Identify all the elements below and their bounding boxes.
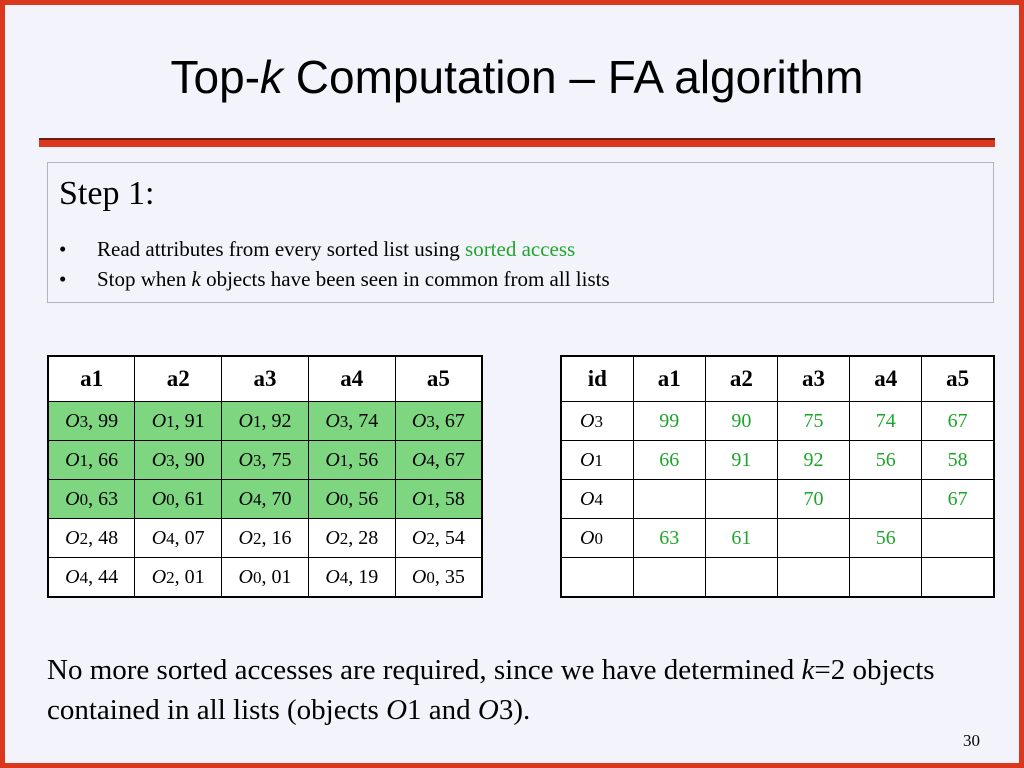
value-cell: 75 — [777, 402, 849, 441]
object-number: 0 — [166, 489, 175, 509]
value-cell — [777, 558, 849, 598]
object-number: 3 — [498, 694, 514, 726]
object-number: 0 — [594, 528, 603, 548]
footer-italic-k: k — [801, 654, 815, 686]
object-number: 4 — [339, 567, 349, 587]
value-cell: 70 — [777, 480, 849, 519]
column-header: a2 — [135, 356, 222, 402]
object-number: 3 — [252, 450, 262, 470]
conclusion-text — [47, 650, 1007, 730]
bullet-stop-condition — [59, 266, 610, 292]
table-cell — [222, 558, 309, 598]
footer-text: =2 objects contained in all lists (objects — [47, 654, 935, 726]
column-header: a5 — [922, 356, 994, 402]
object-number: 4 — [252, 489, 262, 509]
table-row — [561, 402, 994, 441]
object-letter: O — [151, 526, 167, 549]
object-score: , 01 — [174, 565, 205, 588]
table-row — [48, 558, 482, 598]
object-score: , 91 — [174, 409, 205, 432]
object-letter: O — [65, 565, 80, 588]
object-score: , 75 — [261, 448, 292, 471]
object-number: 0 — [252, 567, 262, 587]
column-header: a2 — [705, 356, 777, 402]
table-row — [561, 558, 994, 598]
object-score: , 01 — [261, 565, 292, 588]
table-row — [48, 480, 482, 519]
object-letter: O — [411, 487, 427, 510]
object-letter: O — [411, 565, 427, 588]
bullet-text: objects have been seen in common from all lists — [200, 267, 610, 291]
value-cell: 99 — [633, 402, 705, 441]
object-letter: O — [65, 487, 80, 510]
column-header: a4 — [308, 356, 395, 402]
object-id-cell — [561, 441, 633, 480]
table-cell — [135, 519, 222, 558]
object-id-cell — [561, 402, 633, 441]
object-id-cell — [561, 480, 633, 519]
value-cell: 63 — [633, 519, 705, 558]
object-letter: O — [151, 487, 167, 510]
table-cell — [308, 402, 395, 441]
table-cell — [48, 480, 135, 519]
value-cell: 90 — [705, 402, 777, 441]
value-cell: 91 — [705, 441, 777, 480]
object-number: 3 — [594, 411, 603, 431]
column-header: a3 — [222, 356, 309, 402]
table-cell — [395, 480, 482, 519]
object-id-cell — [561, 519, 633, 558]
value-cell: 56 — [850, 519, 922, 558]
bullet-sorted-access — [59, 236, 575, 262]
value-cell: 61 — [705, 519, 777, 558]
column-header: id — [561, 356, 633, 402]
object-number: 1 — [339, 450, 349, 470]
sorted-lists-table — [47, 355, 483, 598]
object-number: 4 — [79, 567, 89, 587]
object-number: 3 — [79, 411, 89, 431]
object-number: 1 — [79, 450, 89, 470]
step-box — [47, 162, 994, 303]
table-cell — [395, 441, 482, 480]
column-header: a5 — [395, 356, 482, 402]
value-cell: 58 — [922, 441, 994, 480]
title-divider — [39, 138, 995, 147]
object-letter: O — [477, 694, 499, 726]
table-cell — [48, 558, 135, 598]
object-letter: O — [580, 448, 595, 471]
value-cell — [633, 480, 705, 519]
object-number: 3 — [339, 411, 349, 431]
object-letter: O — [411, 409, 427, 432]
table-cell — [135, 402, 222, 441]
object-number: 0 — [426, 567, 435, 587]
object-letter: O — [238, 526, 253, 549]
value-cell — [633, 558, 705, 598]
object-score: , 61 — [174, 487, 205, 510]
value-cell: 92 — [777, 441, 849, 480]
object-letter: O — [238, 448, 253, 471]
table-row — [561, 441, 994, 480]
object-number: 4 — [166, 528, 175, 548]
object-letter: O — [411, 526, 427, 549]
object-letter: O — [325, 526, 340, 549]
object-id-cell — [561, 558, 633, 598]
object-number: 2 — [426, 528, 435, 548]
seen-objects-table — [560, 355, 995, 598]
table-cell — [222, 480, 309, 519]
object-number: 1 — [594, 450, 603, 470]
object-score: , 67 — [434, 448, 465, 471]
bullet-text: Read attributes from every sorted list using — [97, 237, 466, 261]
column-header: a3 — [777, 356, 849, 402]
object-score: , 56 — [348, 448, 379, 471]
object-letter: O — [238, 409, 253, 432]
table-row — [48, 519, 482, 558]
object-number: 3 — [166, 450, 175, 470]
object-score: , 74 — [348, 409, 379, 432]
object-score: , 16 — [261, 526, 292, 549]
table-row — [48, 441, 482, 480]
value-cell: 56 — [850, 441, 922, 480]
value-cell: 74 — [850, 402, 922, 441]
object-number: 2 — [252, 528, 262, 548]
table-cell — [308, 480, 395, 519]
object-score: , 66 — [88, 448, 119, 471]
table-cell — [135, 441, 222, 480]
value-cell — [922, 558, 994, 598]
object-score: , 07 — [174, 526, 205, 549]
title-prefix: Top- — [170, 51, 261, 103]
object-letter: O — [580, 409, 595, 432]
object-letter: O — [325, 409, 340, 432]
column-header: a1 — [48, 356, 135, 402]
table-row — [561, 480, 994, 519]
object-score: , 35 — [434, 565, 465, 588]
object-letter: O — [238, 565, 253, 588]
object-letter: O — [151, 565, 167, 588]
bullet-marker: • — [59, 267, 67, 291]
table-cell — [308, 441, 395, 480]
object-score: , 44 — [88, 565, 119, 588]
object-score: , 92 — [261, 409, 292, 432]
object-letter: O — [580, 487, 595, 510]
table-cell — [222, 441, 309, 480]
step-heading: Step 1: — [59, 175, 155, 212]
table-cell — [135, 558, 222, 598]
object-number: 2 — [339, 528, 349, 548]
table-cell — [222, 402, 309, 441]
value-cell: 66 — [633, 441, 705, 480]
object-letter: O — [386, 694, 408, 726]
object-number: 1 — [166, 411, 175, 431]
object-score: , 54 — [434, 526, 465, 549]
object-number: 0 — [339, 489, 349, 509]
value-cell — [705, 558, 777, 598]
object-score: , 63 — [88, 487, 119, 510]
footer-text: and — [421, 694, 478, 726]
object-number: 1 — [252, 411, 262, 431]
object-number: 0 — [79, 489, 89, 509]
value-cell — [850, 480, 922, 519]
bullet-text: Stop when — [97, 267, 192, 291]
object-score: , 99 — [88, 409, 119, 432]
object-letter: O — [325, 565, 340, 588]
object-letter: O — [325, 487, 340, 510]
value-cell — [922, 519, 994, 558]
object-score: , 58 — [434, 487, 465, 510]
bullet-italic-k: k — [191, 267, 201, 291]
title-italic-k: k — [260, 51, 284, 103]
table-row — [561, 519, 994, 558]
table-cell — [48, 519, 135, 558]
object-number: 4 — [594, 489, 603, 509]
value-cell: 67 — [922, 402, 994, 441]
object-score: , 28 — [348, 526, 379, 549]
object-letter: O — [151, 448, 167, 471]
table-header-row — [561, 356, 994, 402]
object-letter: O — [238, 487, 253, 510]
object-number: 3 — [426, 411, 435, 431]
object-score: , 67 — [434, 409, 465, 432]
object-letter: O — [65, 448, 80, 471]
value-cell: 67 — [922, 480, 994, 519]
object-letter: O — [325, 448, 340, 471]
bullet-marker: • — [59, 237, 67, 261]
slide-title — [5, 45, 1024, 109]
table-cell — [48, 402, 135, 441]
object-score: , 19 — [348, 565, 379, 588]
column-header: a1 — [633, 356, 705, 402]
value-cell — [705, 480, 777, 519]
object-number: 1 — [426, 489, 435, 509]
title-suffix: Computation – FA algorithm — [283, 51, 864, 103]
value-cell — [850, 558, 922, 598]
column-header: a4 — [850, 356, 922, 402]
object-letter: O — [65, 526, 80, 549]
table-cell — [222, 519, 309, 558]
object-score: , 48 — [88, 526, 119, 549]
object-score: , 90 — [174, 448, 205, 471]
footer-text: ). — [513, 694, 531, 726]
object-letter: O — [65, 409, 80, 432]
object-number: 1 — [407, 694, 422, 726]
table-cell — [135, 480, 222, 519]
object-score: , 56 — [348, 487, 379, 510]
object-letter: O — [580, 526, 595, 549]
object-score: , 70 — [261, 487, 292, 510]
object-letter: O — [411, 448, 427, 471]
sorted-access-highlight: sorted access — [465, 237, 576, 261]
object-letter: O — [151, 409, 167, 432]
object-number: 2 — [166, 567, 175, 587]
table-cell — [308, 519, 395, 558]
table-cell — [395, 519, 482, 558]
table-cell — [308, 558, 395, 598]
footer-text: No more sorted accesses are required, since we have determined — [47, 654, 802, 686]
table-cell — [395, 558, 482, 598]
page-number: 30 — [963, 731, 980, 750]
object-number: 2 — [79, 528, 89, 548]
value-cell — [777, 519, 849, 558]
table-row — [48, 402, 482, 441]
table-cell — [48, 441, 135, 480]
table-cell — [395, 402, 482, 441]
table-header-row — [48, 356, 482, 402]
object-number: 4 — [426, 450, 435, 470]
